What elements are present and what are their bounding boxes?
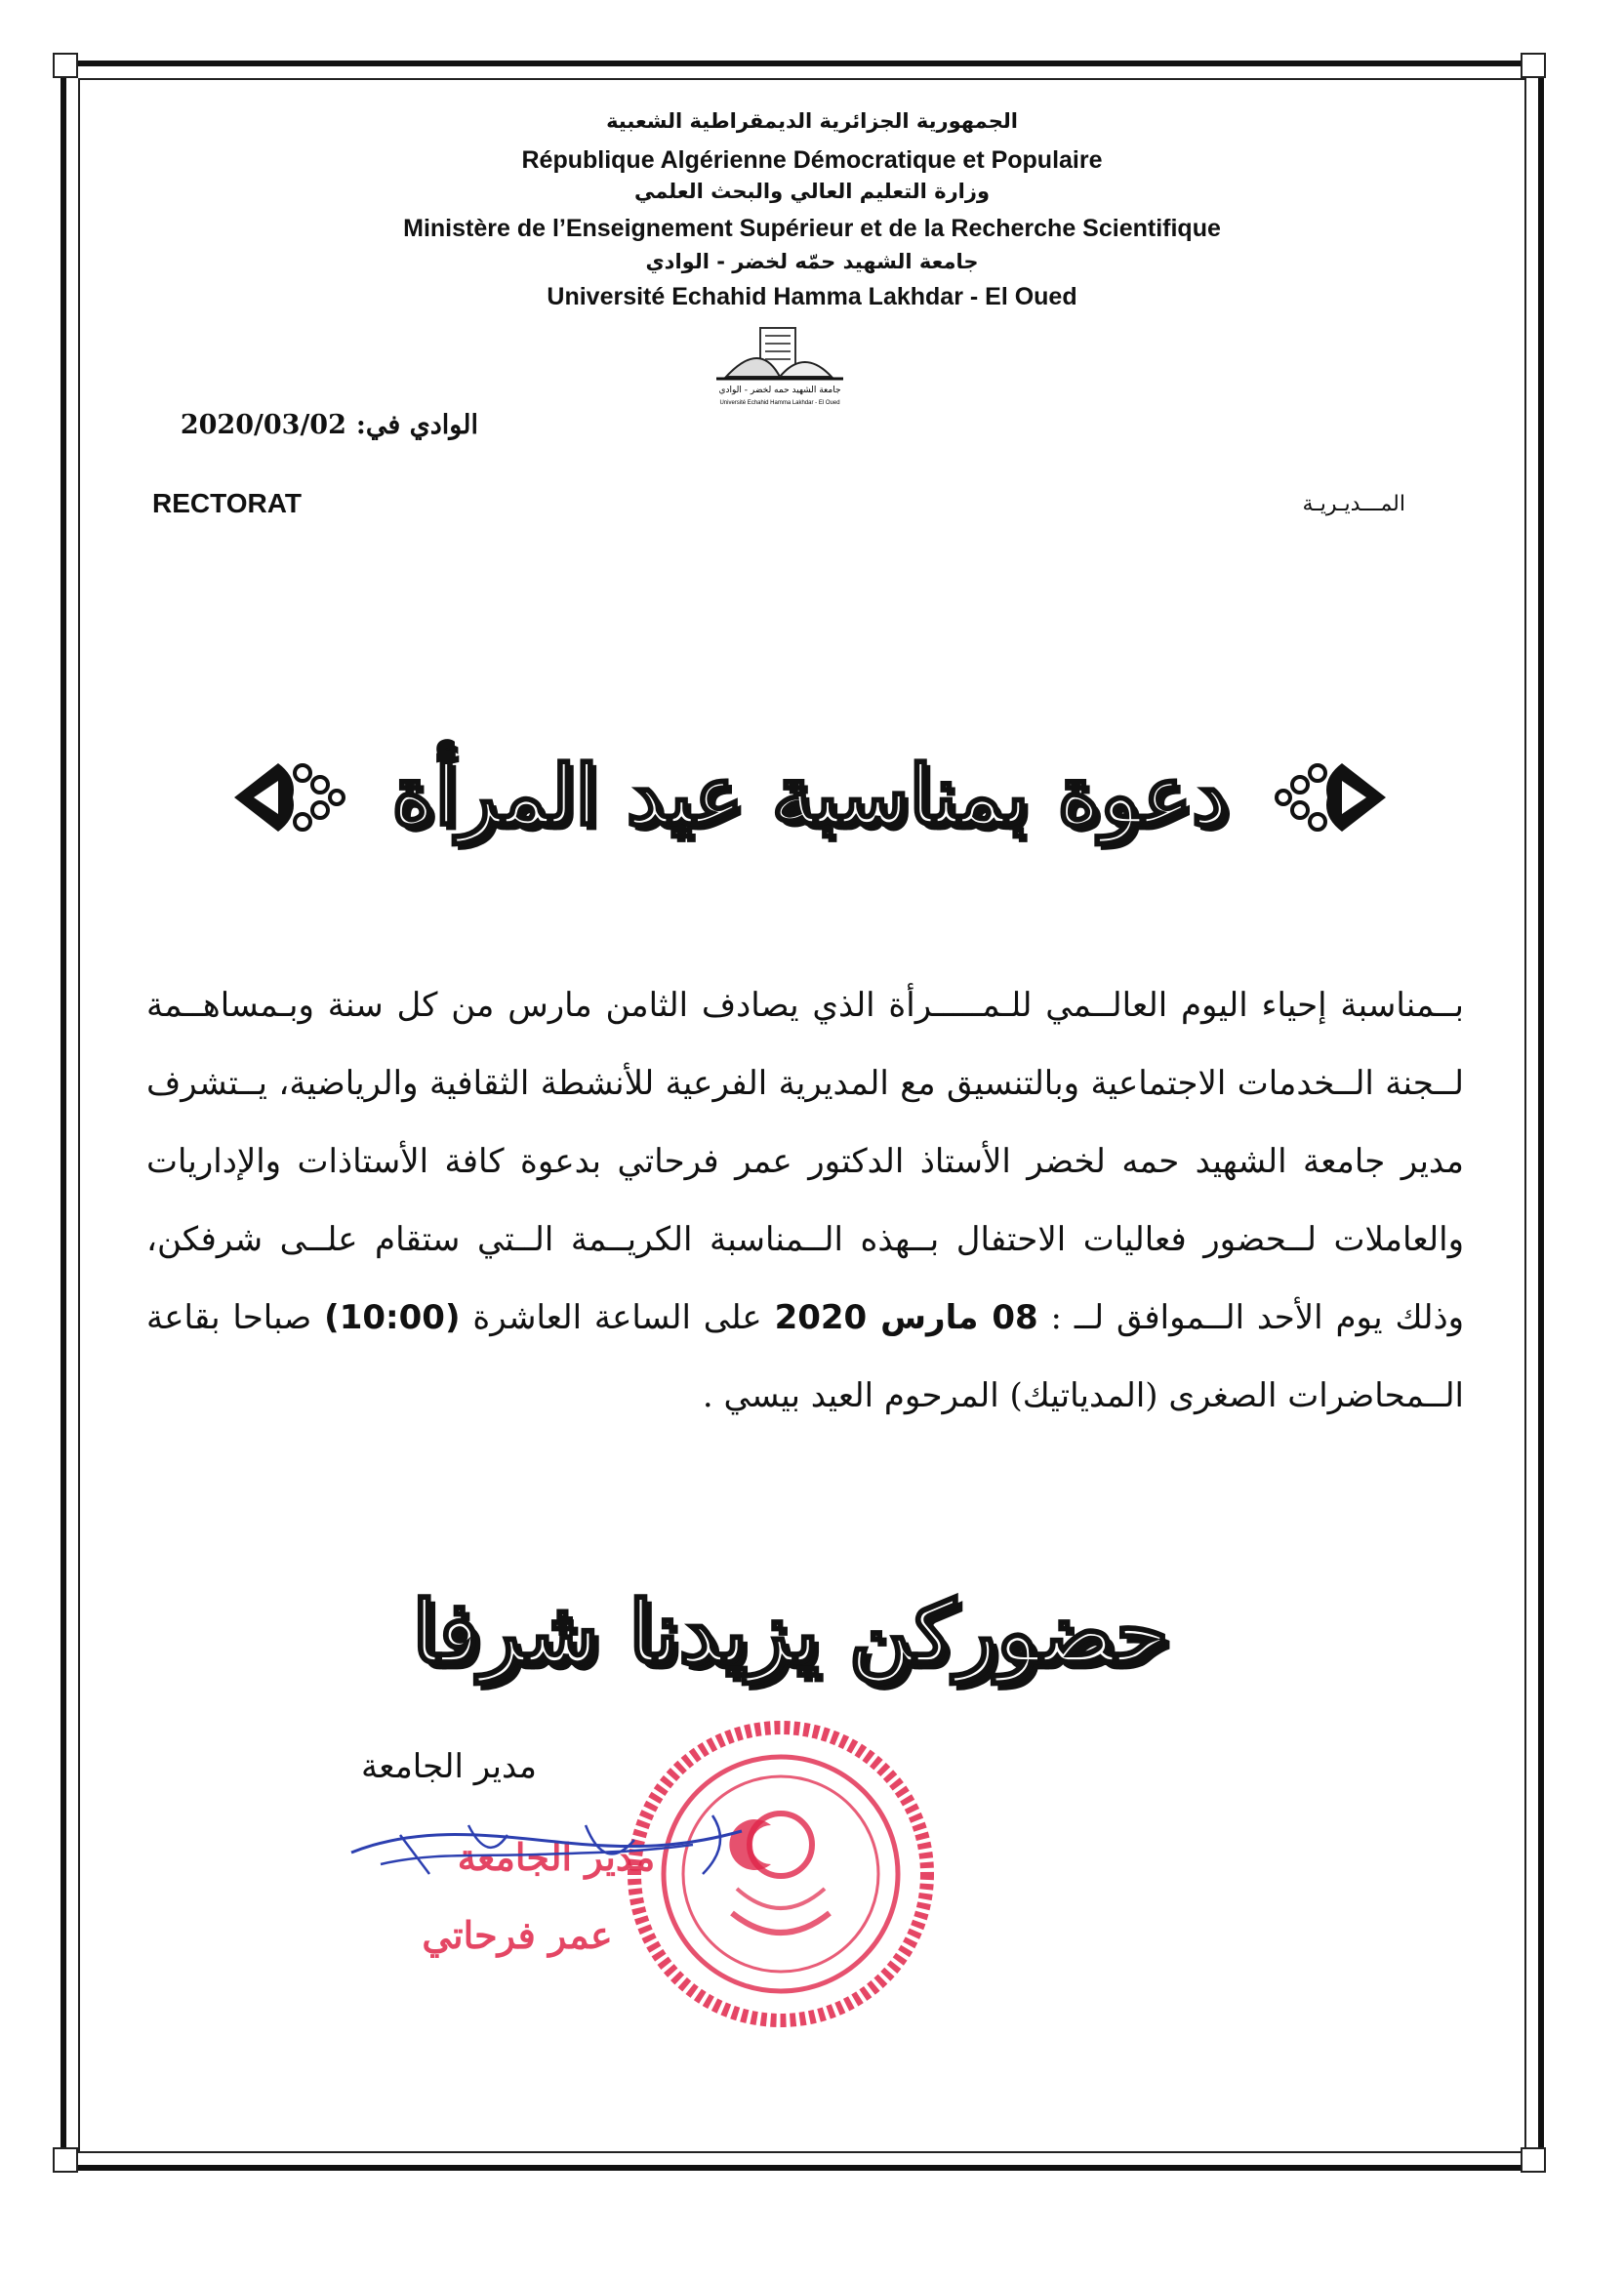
ornament-left-icon — [224, 754, 351, 841]
place-label: الوادي في: — [355, 410, 478, 440]
corner-ornament — [1521, 2147, 1546, 2173]
header-ministry-fr: Ministère de l’Enseignement Supérieur et de la Recherche Scientifique — [403, 215, 1221, 242]
invitation-title: دعوة بمناسبة عيد المرأة — [391, 747, 1229, 843]
corner-ornament — [53, 53, 78, 78]
event-time: (10:00) — [324, 1298, 461, 1337]
logo-caption-fr: Université Echahid Hamma Lakhdar - El Oued — [719, 400, 840, 406]
header-university-ar: جامعة الشهيد حمّه لخضر - الوادي — [645, 250, 979, 273]
closing-phrase: حضوركن يزيدنا شرفا — [412, 1581, 1169, 1683]
header-university-fr: Université Echahid Hamma Lakhdar - El Oued — [547, 283, 1077, 310]
title-block — [224, 732, 1396, 869]
corner-ornament — [1521, 53, 1546, 78]
corner-ornament — [53, 2147, 78, 2173]
body-paragraph: بــمناسبة إحياء اليوم العالــمي للـمـــــرأة الذي يصادف الثامن مارس من كل سنة وبـمساهــمة لــجنة الــخدمات الاجتماعية وبالتنسيق مع المديرية الفرعية للأنشطة الثقافية والرياضية، يــتشرف مدير جامعة الشهيد حمه لخضر الأستاذ الدكتور عمر فرحاتي بدعوة كافة الأستاذات والإداريات والعاملات لــحضور فعاليات الاحتفال بــهذه الــمناسبة الكريــمة الــتي ستقام علــى شرفكن، وذلك يوم الأحد الــموافق لــ : — [146, 986, 1465, 1337]
logo-caption-ar: جامعة الشهيد حمه لخضر - الوادي — [718, 386, 841, 395]
rectorat-label: RECTORAT — [152, 488, 302, 518]
directorate-label: المـــديـريـة — [1302, 492, 1405, 516]
header-country-ar: الجمهورية الجزائرية الديمقراطية الشعبية — [606, 109, 1018, 133]
stamp-name: عمر فرحاتي — [422, 1913, 613, 1957]
body-paragraph: على الساعة العاشرة — [472, 1298, 762, 1337]
header-ministry-ar: وزارة التعليم العالي والبحث العلمي — [633, 180, 991, 203]
stamp-title: مدير الجامعة — [457, 1835, 656, 1879]
signatory-title: مدير الجامعة — [360, 1747, 538, 1786]
event-date: 08 مارس 2020 — [774, 1298, 1038, 1337]
handwritten-signature — [342, 1796, 751, 1903]
university-logo — [707, 320, 853, 418]
body-paragraph: صباحا بقاعة الــمحاضرات الصغرى (المدياتيك) المرحوم العيد بيسي . — [146, 1298, 1464, 1415]
invitation-body — [146, 966, 1464, 1435]
issue-date: 2020/03/02 — [180, 410, 346, 440]
ornament-right-icon — [1269, 754, 1396, 841]
date-line — [146, 410, 478, 457]
header-country-fr: République Algérienne Démocratique et Populaire — [521, 146, 1103, 174]
